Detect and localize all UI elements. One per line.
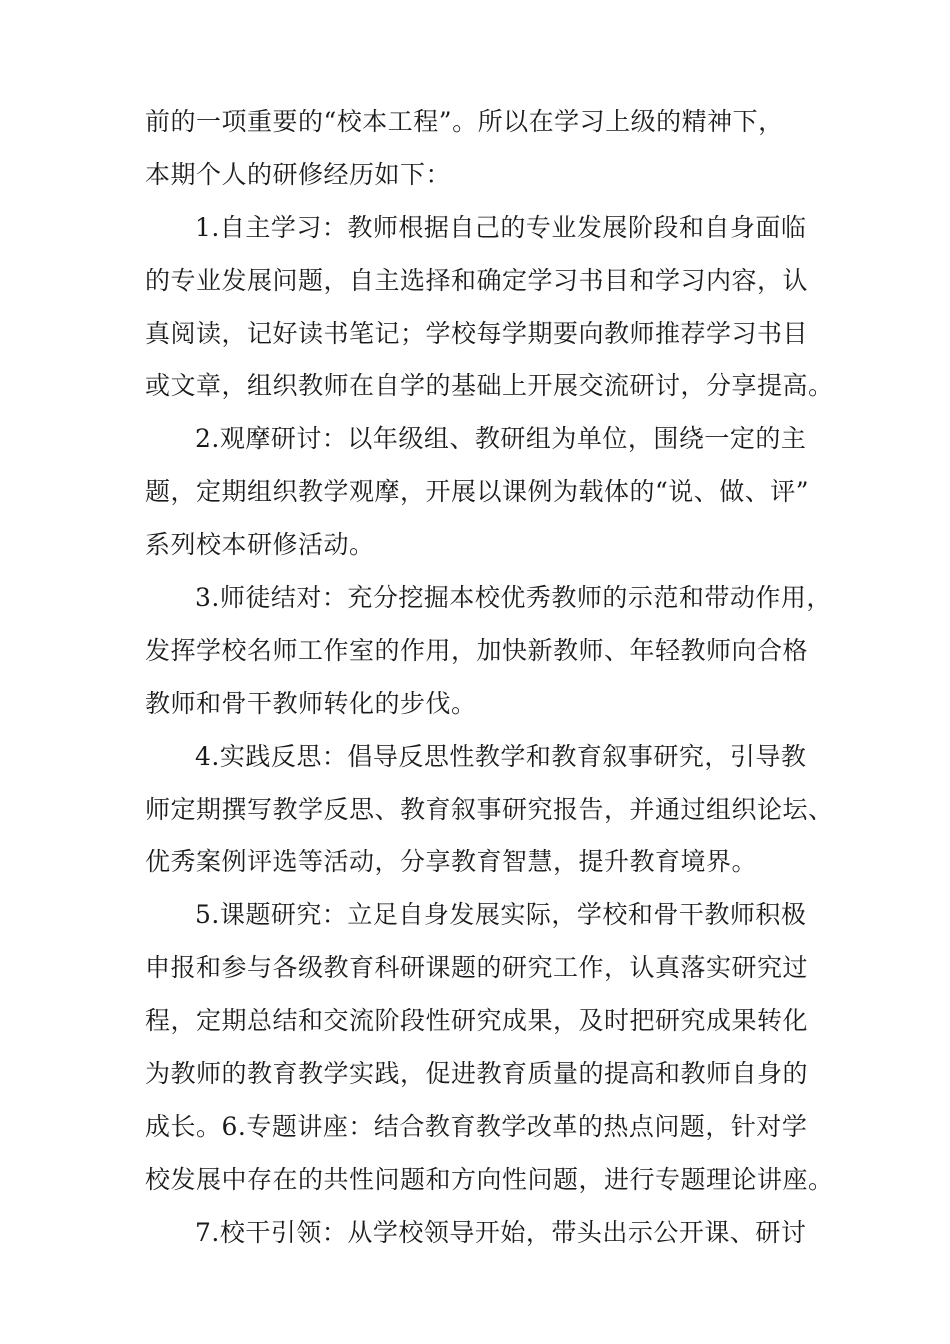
text-line: 师定期撰写教学反思、教育叙事研究报告，并通过组织论坛、 xyxy=(145,794,834,824)
text-line: 优秀案例评选等活动，分享教育智慧，提升教育境界。 xyxy=(145,847,758,877)
paragraph-2-start: 2.观摩研讨：以年级组、教研组为单位，围绕一定的主 xyxy=(195,424,807,454)
text-line: 为教师的教育教学实践，促进教育质量的提高和教师自身的 xyxy=(145,1059,809,1089)
text-line: 教师和骨干教师转化的步伐。 xyxy=(145,688,477,718)
text-line: 的专业发展问题，自主选择和确定学习书目和学习内容，认 xyxy=(145,265,809,295)
paragraph-3-start: 3.师徒结对：充分挖掘本校优秀教师的示范和带动作用， xyxy=(195,583,832,613)
text-line: 题，定期组织教学观摩，开展以课例为载体的“说、做、评” xyxy=(145,477,810,507)
text-line: 系列校本研修活动。 xyxy=(145,530,375,560)
text-line: 前的一项重要的“校本工程”。所以在学习上级的精神下， xyxy=(145,107,784,136)
text-line: 申报和参与各级教育科研课题的研究工作，认真落实研究过 xyxy=(145,953,809,983)
text-line: 或文章，组织教师在自学的基础上开展交流研讨，分享提高。 xyxy=(145,371,834,401)
paragraph-7-start: 7.校干引领：从学校领导开始，带头出示公开课、研讨 xyxy=(195,1217,807,1247)
paragraph-4-start: 4.实践反思：倡导反思性教学和教育叙事研究，引导教 xyxy=(195,741,807,771)
text-line: 真阅读，记好读书笔记；学校每学期要向教师推荐学习书目 xyxy=(145,318,809,348)
text-line: 成长。6.专题讲座：结合教育教学改革的热点问题，针对学 xyxy=(145,1111,808,1141)
text-line: 发挥学校名师工作室的作用，加快新教师、年轻教师向合格 xyxy=(145,635,809,665)
document-body xyxy=(145,96,834,1260)
text-line: 校发展中存在的共性问题和方向性问题，进行专题理论讲座。 xyxy=(145,1164,834,1194)
text-line: 本期个人的研修经历如下： xyxy=(145,159,452,189)
text-line: 程，定期总结和交流阶段性研究成果，及时把研究成果转化 xyxy=(145,1006,809,1036)
paragraph-1-start: 1.自主学习：教师根据自己的专业发展阶段和自身面临 xyxy=(195,212,807,242)
paragraph-5-start: 5.课题研究：立足自身发展实际，学校和骨干教师积极 xyxy=(195,900,807,930)
